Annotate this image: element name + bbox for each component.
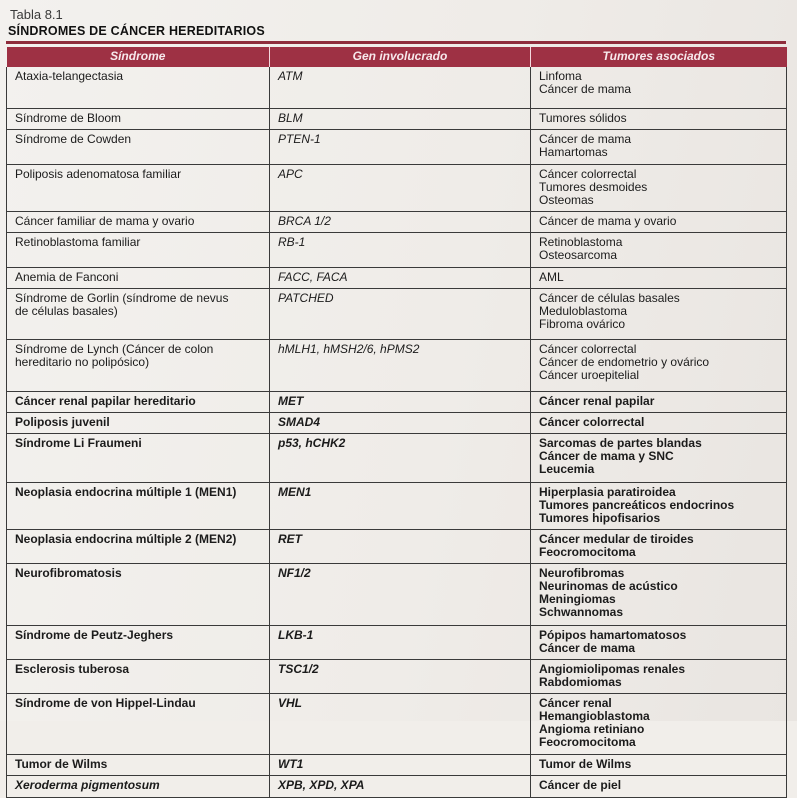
gene-cell: p53, hCHK2 (270, 433, 531, 482)
tumors-cell: AML (531, 267, 787, 288)
tumors-cell: Linfoma Cáncer de mama (531, 67, 787, 108)
gene-cell: APC (270, 164, 531, 211)
syndrome-cell: Neurofibromatosis (7, 563, 270, 625)
gene-cell: RB-1 (270, 232, 531, 267)
gene-cell: LKB-1 (270, 625, 531, 659)
table-row (7, 754, 787, 775)
table-row (7, 232, 787, 267)
tumors-cell: Cáncer de células basales Meduloblastoma Fibroma ovárico (531, 288, 787, 339)
table-row (7, 412, 787, 433)
gene-cell: WT1 (270, 754, 531, 775)
gene-cell: SMAD4 (270, 412, 531, 433)
gene-cell: RET (270, 529, 531, 563)
tumors-cell: Hiperplasia paratiroidea Tumores pancreáticos endocrinos Tumores hipofisarios (531, 482, 787, 529)
syndrome-cell: Cáncer familiar de mama y ovario (7, 211, 270, 232)
syndrome-cell: Síndrome Li Fraumeni (7, 433, 270, 482)
gene-cell: TSC1/2 (270, 659, 531, 693)
tumors-cell: Cáncer colorrectal Cáncer de endometrio y ovárico Cáncer uroepitelial (531, 339, 787, 391)
table-row (7, 775, 787, 797)
syndrome-cell: Síndrome de Bloom (7, 108, 270, 129)
table-row (7, 433, 787, 482)
syndrome-cell: Síndrome de Cowden (7, 129, 270, 164)
gene-cell: hMLH1, hMSH2/6, hPMS2 (270, 339, 531, 391)
tumors-cell: Cáncer de mama Hamartomas (531, 129, 787, 164)
syndrome-cell: Síndrome de Peutz-Jeghers (7, 625, 270, 659)
tumors-cell: Pópipos hamartomatosos Cáncer de mama (531, 625, 787, 659)
syndrome-cell: Xeroderma pigmentosum (7, 775, 270, 797)
table-number: Tabla 8.1 (10, 7, 63, 22)
syndrome-cell: Esclerosis tuberosa (7, 659, 270, 693)
tumors-cell: Retinoblastoma Osteosarcoma (531, 232, 787, 267)
table-row (7, 211, 787, 232)
syndrome-cell: Poliposis juvenil (7, 412, 270, 433)
gene-cell: ATM (270, 67, 531, 108)
syndrome-cell: Síndrome de Lynch (Cáncer de colon hereditario no polipósico) (7, 339, 270, 391)
syndrome-cell: Síndrome de Gorlin (síndrome de nevus de células basales) (7, 288, 270, 339)
table-row (7, 164, 787, 211)
tumors-cell: Cáncer de piel (531, 775, 787, 797)
table-row (7, 529, 787, 563)
tumors-cell: Cáncer colorrectal Tumores desmoides Osteomas (531, 164, 787, 211)
syndrome-cell: Poliposis adenomatosa familiar (7, 164, 270, 211)
gene-cell: VHL (270, 693, 531, 754)
tumors-cell: Cáncer colorrectal (531, 412, 787, 433)
header-gene: Gen involucrado (270, 47, 531, 67)
table-row (7, 108, 787, 129)
table-row (7, 67, 787, 108)
header-tumors: Tumores asociados (531, 47, 787, 67)
tumors-cell: Neurofibromas Neurinomas de acústico Meningiomas Schwannomas (531, 563, 787, 625)
syndrome-cell: Síndrome de von Hippel-Lindau (7, 693, 270, 754)
syndrome-cell: Cáncer renal papilar hereditario (7, 391, 270, 412)
gene-cell: PTEN-1 (270, 129, 531, 164)
tumors-cell: Tumores sólidos (531, 108, 787, 129)
tumors-cell: Cáncer medular de tiroides Feocromocitoma (531, 529, 787, 563)
syndrome-cell: Neoplasia endocrina múltiple 1 (MEN1) (7, 482, 270, 529)
tumors-cell: Cáncer renal papilar (531, 391, 787, 412)
gene-cell: MEN1 (270, 482, 531, 529)
table-row (7, 288, 787, 339)
gene-cell: PATCHED (270, 288, 531, 339)
table-row (7, 659, 787, 693)
gene-cell: BRCA 1/2 (270, 211, 531, 232)
table-row (7, 625, 787, 659)
header-syndrome: Síndrome (7, 47, 270, 67)
tumors-cell: Tumor de Wilms (531, 754, 787, 775)
tumors-cell: Sarcomas de partes blandas Cáncer de mama y SNC Leucemia (531, 433, 787, 482)
gene-cell: NF1/2 (270, 563, 531, 625)
syndromes-table (6, 47, 787, 798)
table-header-row (7, 47, 787, 67)
table-row (7, 482, 787, 529)
tumors-cell: Cáncer renal Hemangioblastoma Angioma retiniano Feocromocitoma (531, 693, 787, 754)
table-row (7, 391, 787, 412)
gene-cell: BLM (270, 108, 531, 129)
table-row (7, 267, 787, 288)
syndrome-cell: Ataxia-telangectasia (7, 67, 270, 108)
table-title: SÍNDROMES DE CÁNCER HEREDITARIOS (8, 24, 265, 38)
syndrome-cell: Retinoblastoma familiar (7, 232, 270, 267)
table-row (7, 129, 787, 164)
table-row (7, 563, 787, 625)
tumors-cell: Angiomiolipomas renales Rabdomiomas (531, 659, 787, 693)
gene-cell: MET (270, 391, 531, 412)
syndrome-cell: Anemia de Fanconi (7, 267, 270, 288)
table-row (7, 339, 787, 391)
tumors-cell: Cáncer de mama y ovario (531, 211, 787, 232)
syndrome-cell: Tumor de Wilms (7, 754, 270, 775)
title-rule (6, 41, 786, 44)
gene-cell: FACC, FACA (270, 267, 531, 288)
gene-cell: XPB, XPD, XPA (270, 775, 531, 797)
table-row (7, 693, 787, 754)
table-body (7, 67, 787, 797)
syndrome-cell: Neoplasia endocrina múltiple 2 (MEN2) (7, 529, 270, 563)
